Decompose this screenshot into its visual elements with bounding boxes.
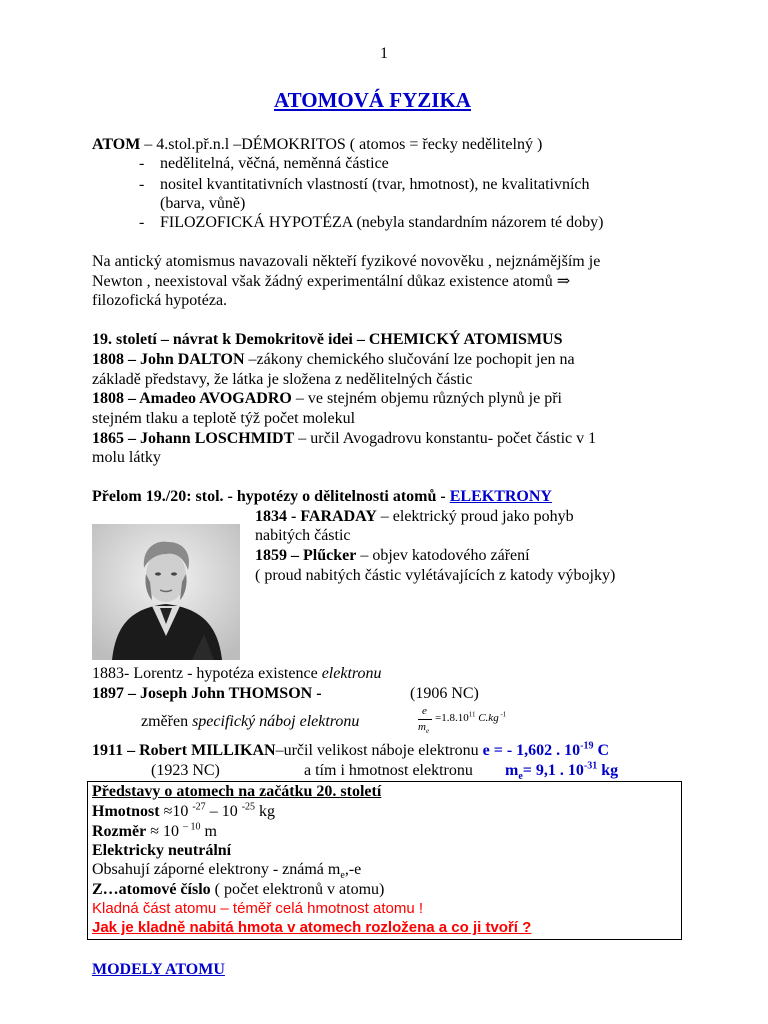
- thomson-label: 1897 – Joseph John THOMSON -: [92, 685, 322, 702]
- box-heading: Představy o atomech na začátku 20. století: [92, 783, 382, 800]
- atom-bullet-dash: -: [139, 214, 145, 231]
- millikan-line: [92, 741, 609, 760]
- faraday-line: [255, 507, 574, 526]
- electron-mass: $m_e= 9,1$ . $10^{-31}$ kg: [505, 760, 619, 783]
- box-z-label: Z…atomové číslo: [92, 881, 211, 898]
- atom-bullet-continuation: (barva, vůně): [160, 195, 246, 212]
- faraday-line-2: nabitých částic: [255, 527, 351, 544]
- box-size-line: Rozměr ≈ 10 $^{- 10}$ m: [92, 821, 217, 840]
- prelom-heading-text: Přelom 19./20: stol. - hypotézy o dělitelnosti atomů -: [92, 488, 450, 505]
- paragraph-line: Newton , neexistoval však žádný experimentální důkaz existence atomů ⇒: [92, 273, 571, 290]
- atom-bullet: nedělitelná, věčná, neměnná částice: [160, 155, 389, 172]
- atom-bullet-dash: -: [139, 155, 145, 172]
- paragraph-line: filozofická hypotéza.: [92, 292, 228, 309]
- loschmidt-text: – určil Avogadrovu konstantu- počet částic v 1: [294, 430, 597, 447]
- faraday-label: 1834 - FARADAY: [255, 508, 377, 525]
- measured-text: změřen: [141, 713, 193, 730]
- atom-bullet: FILOZOFICKÁ HYPOTÉZA (nebyla standardním názorem té doby): [160, 214, 604, 231]
- atom-text: – 4.stol.př.n.l –DÉMOKRITOS ( atomos = řecky nedělitelný ): [140, 136, 543, 153]
- electrons-link[interactable]: ELEKTRONY: [449, 488, 552, 505]
- lorentz-italic: elektronu: [321, 665, 382, 682]
- millikan-mass-text: a tím i hmotnost elektronu: [304, 762, 473, 779]
- box-z-line: Z…atomové číslo ( počet elektronů v atomu): [92, 881, 385, 898]
- thomson-nc: (1906 NC): [410, 685, 479, 702]
- electron-charge: e = - 1,602 . $10^{-19}$ C: [482, 740, 610, 759]
- avogadro-label: 1808 – Amadeo AVOGADRO: [92, 390, 292, 407]
- atom-line: [92, 135, 542, 154]
- lorentz-text: 1883- Lorentz - hypotéza existence: [92, 665, 322, 682]
- loschmidt-label: 1865 – Johann LOSCHMIDT: [92, 430, 295, 447]
- box-size-label: Rozměr: [92, 823, 147, 840]
- specific-charge-formula: [410, 705, 560, 739]
- paragraph-line: Na antický atomismus navazovali někteří fyzikové novověku , nejznámějším je: [92, 253, 601, 270]
- formula-fraction-bar: [418, 719, 432, 720]
- measured-italic: specifický náboj elektronu: [192, 713, 360, 730]
- faraday-portrait: [92, 524, 240, 660]
- formula-numerator: e: [422, 705, 427, 717]
- box-mass-label: Hmotnost: [92, 803, 160, 820]
- box-neutral: Elektricky neutrální: [92, 842, 232, 859]
- atom-bullet: nositel kvantitativních vlastností (tvar, hmotnost), ne kvalitativních: [160, 176, 590, 193]
- atom-bullet-dash: -: [139, 176, 145, 193]
- portrait-image: [92, 524, 240, 660]
- dalton-line-2: základě představy, že látka je složena z nedělitelných částic: [92, 371, 473, 388]
- page-title: ATOMOVÁ FYZIKA: [274, 88, 471, 112]
- dalton-text: –zákony chemického slučování lze pochopit jen na: [244, 351, 575, 368]
- formula-denominator: $m_e$: [418, 721, 430, 736]
- atom-label: ATOM: [92, 136, 141, 153]
- plucker-line: [255, 546, 530, 565]
- avogadro-line-2: stejném tlaku a teplotě týž počet molekul: [92, 410, 356, 427]
- plucker-text: – objev katodového záření: [356, 547, 530, 564]
- millikan-nc: (1923 NC): [151, 762, 220, 779]
- loschmidt-line: [92, 429, 596, 448]
- dalton-line: [92, 350, 575, 369]
- plucker-line-2: ( proud nabitých částic vylétávajících z katody výbojky): [255, 567, 616, 584]
- box-red-line-2: Jak je kladně nabitá hmota v atomech rozložena a co ji tvoří ?: [92, 919, 532, 936]
- plucker-label: 1859 – Plűcker: [255, 547, 357, 564]
- faraday-text: – elektrický proud jako pohyb: [376, 508, 574, 525]
- models-link[interactable]: MODELY ATOMU: [92, 961, 225, 978]
- avogadro-text: – ve stejném objemu různých plynů je při: [291, 390, 562, 407]
- box-mass-line: Hmotnost ≈10 $^{-27}$ – 10 $^{-25}$ kg: [92, 801, 276, 820]
- box-electrons: Obsahují záporné elektrony - známá $m_e,-e$: [92, 861, 362, 882]
- thomson-measured: [141, 712, 359, 731]
- millikan-label: 1911 – Robert MILLIKAN: [92, 742, 276, 759]
- page-number: 1: [380, 45, 388, 62]
- lorentz-line: [92, 664, 382, 683]
- formula-value: $=1.8.10^{11}$ C.kg $^{-1}$: [435, 710, 507, 724]
- millikan-text: –určil velikost náboje elektronu: [275, 742, 483, 759]
- chem-heading: 19. století – návrat k Demokritově idei – CHEMICKÝ ATOMISMUS: [92, 331, 563, 348]
- avogadro-line: [92, 389, 562, 408]
- loschmidt-line-2: molu látky: [92, 449, 161, 466]
- box-red-line-1: Kladná část atomu – téměř celá hmotnost atomu !: [92, 900, 424, 917]
- dalton-label: 1808 – John DALTON: [92, 351, 245, 368]
- prelom-heading: [92, 487, 552, 506]
